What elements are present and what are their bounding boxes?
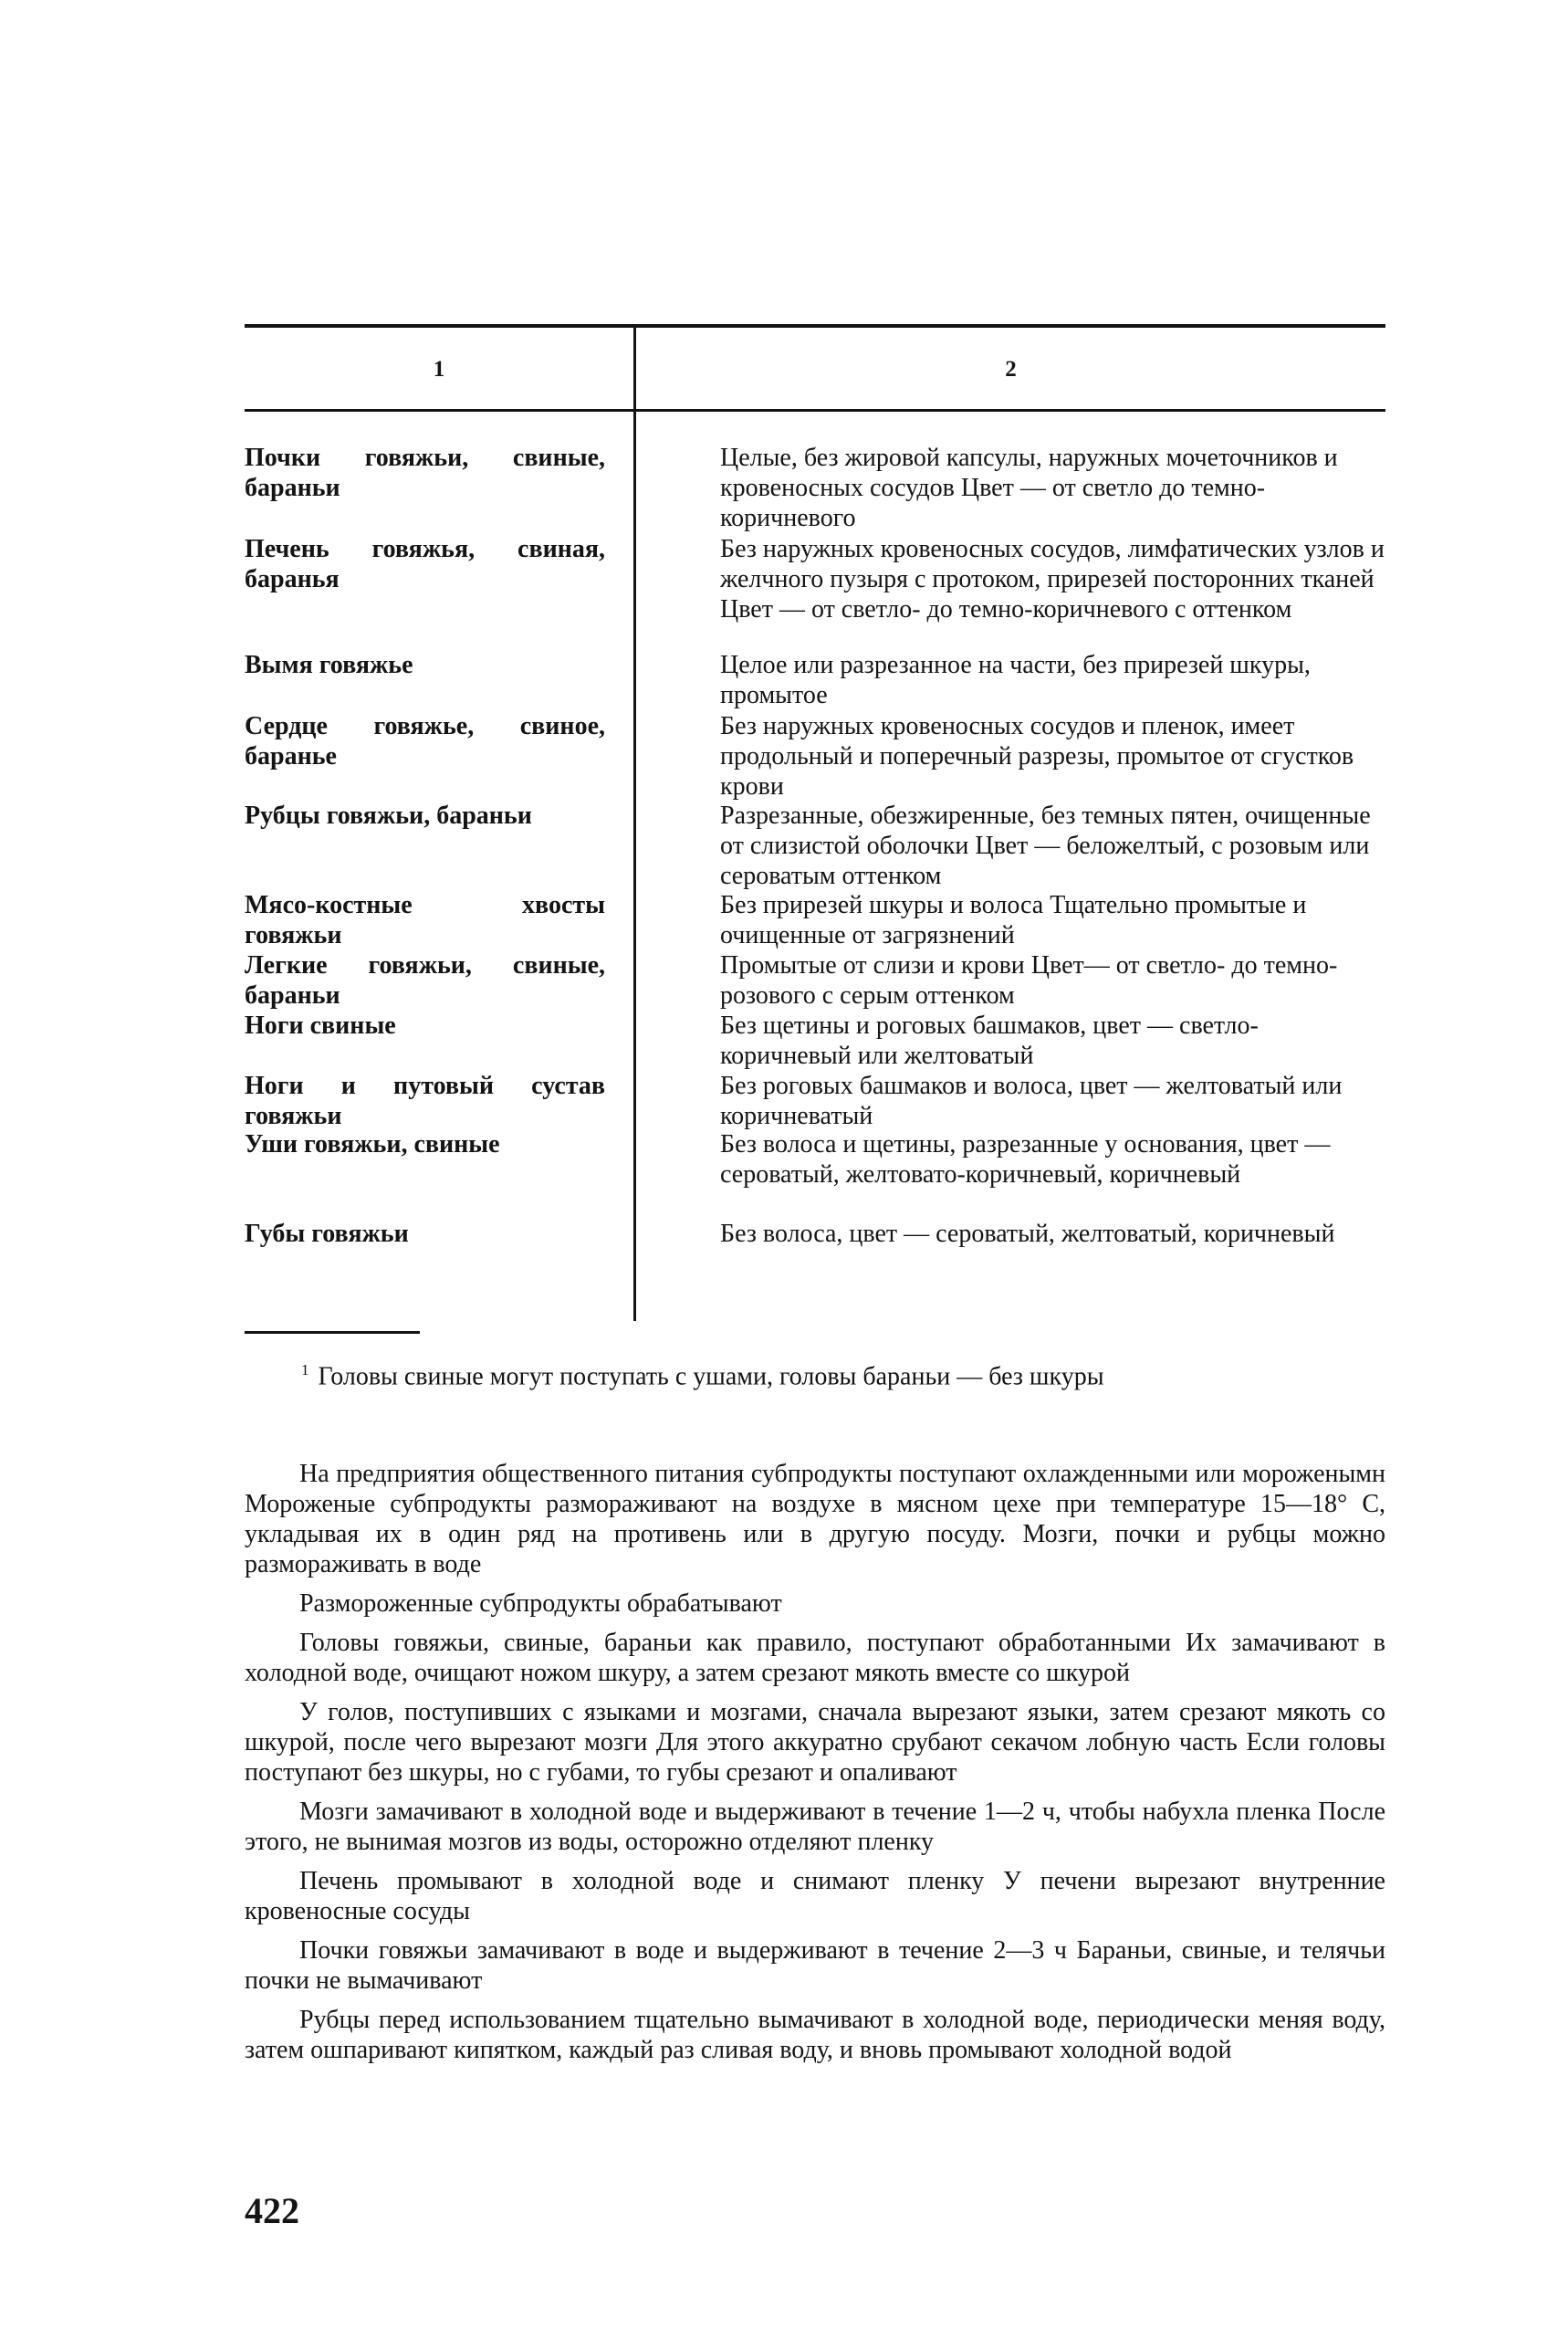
product-name: Вымя говяжье [245, 651, 413, 679]
product-name: Уши говяжьи, свиные [245, 1130, 500, 1159]
table-header-col-2: 2 [1005, 357, 1017, 382]
page-number: 422 [245, 2190, 299, 2231]
product-name: Губы говяжьи [245, 1220, 409, 1248]
footnote-mark: 1 [301, 1361, 309, 1379]
footnote-rule [245, 1331, 420, 1334]
product-name: Мясо-костные хвосты говяжьи [245, 891, 605, 949]
product-description: Без наружных кровеносных сосудов и пленок, имеет продольный и поперечный разрезы, промытое от сгустков крови [720, 712, 1354, 801]
footnote-text: Головы свиные могут поступать с ушами, головы бараньи — без шкуры [318, 1362, 1104, 1391]
paragraph: Мозги замачивают в холодной воде и выдерживают в течение 1—2 ч, чтобы набухла пленка После этого, не вынимая мозгов из воды, осторожно отделяют пленку [245, 1798, 1385, 1856]
paragraph: Рубцы перед использованием тщательно вымачивают в холодной воде, периодически меняя воду, затем ошпаривают кипятком, каждый раз сливая воду, и вновь промывают холодной водой [245, 2006, 1385, 2064]
product-name: Почки говяжьи, свиные, бараньи [245, 444, 605, 502]
paragraph: Почки говяжьи замачивают в воде и выдерживают в течение 2—3 ч Бараньи, свиные, и телячьи почки не вымачивают [245, 1936, 1385, 1995]
product-description: Целое или разрезанное на части, без прирезей шкуры, промытое [720, 651, 1311, 709]
product-description: Без волоса и щетины, разрезанные у основания, цвет — сероватый, желтовато-коричневый, коричневый [720, 1130, 1331, 1189]
product-name: Ноги свиные [245, 1012, 396, 1040]
table-column-divider [633, 328, 636, 1321]
product-description: Без роговых башмаков и волоса, цвет — желтоватый или коричневатый [720, 1072, 1343, 1130]
product-description: Целые, без жировой капсулы, наружных мочеточников и кровеносных сосудов Цвет — от светло до темно-коричневого [720, 444, 1338, 532]
table-header-rule [245, 409, 1385, 412]
paragraph: У голов, поступивших с языками и мозгами, сначала вырезают языки, затем срезают мякоть со шкурой, после чего вырезают мозги Для этого аккуратно срубают секачом лобную часть Если головы поступают без шкуры, но с губами, то губы срезают и опаливают [245, 1698, 1385, 1787]
paragraph: Печень промывают в холодной воде и снимают пленку У печени вырезают внутренние кровеносные сосуды [245, 1867, 1385, 1925]
product-name: Печень говяжья, свиная, баранья [245, 535, 605, 593]
product-description: Без наружных кровеносных сосудов, лимфатических узлов и желчного пузыря с протоком, прирезей посторонних тканей Цвет — от светло- до темно-коричневого с оттенком [720, 535, 1385, 624]
paragraph: На предприятия общественного питания субпродукты поступают охлажденными или мороженымн Мороженые субпродукты размораживают на воздухе в мясном цехе при температуре 15—18° С, укладывая их в один ряд на противень или в другую посуду. Мозги, почки и рубцы можно размораживать в воде [245, 1460, 1385, 1578]
product-description: Разрезанные, обезжиренные, без темных пятен, очищенные от слизистой оболочки Цвет — беложелтый, с розовым или сероватым оттенком [720, 802, 1371, 890]
table-header-col-1: 1 [433, 357, 445, 382]
product-name: Рубцы говяжьи, бараньи [245, 802, 532, 830]
product-description: Без волоса, цвет — сероватый, желтоватый, коричневый [720, 1220, 1335, 1248]
product-name: Ноги и путовый сустав говяжьи [245, 1072, 605, 1130]
paragraph: Головы говяжьи, свиные, бараньи как правило, поступают обработанными Их замачивают в холодной воде, очищают ножом шкуру, а затем срезают мякоть вместе со шкурой [245, 1629, 1385, 1687]
table-top-rule [245, 324, 1385, 328]
product-name: Сердце говяжье, свиное, баранье [245, 712, 605, 771]
body-text [245, 1459, 1385, 2074]
paragraph: Размороженные субпродукты обрабатывают [299, 1589, 782, 1618]
product-description: Промытые от слизи и крови Цвет— от светло- до темно-розового с серым оттенком [720, 951, 1338, 1010]
product-name: Легкие говяжьи, свиные, бараньи [245, 951, 605, 1010]
product-description: Без щетины и роговых башмаков, цвет — светло-коричневый или желтоватый [720, 1012, 1259, 1070]
footnote [301, 1355, 1351, 1392]
product-description: Без прирезей шкуры и волоса Тщательно промытые и очищенные от загрязнений [720, 891, 1307, 949]
